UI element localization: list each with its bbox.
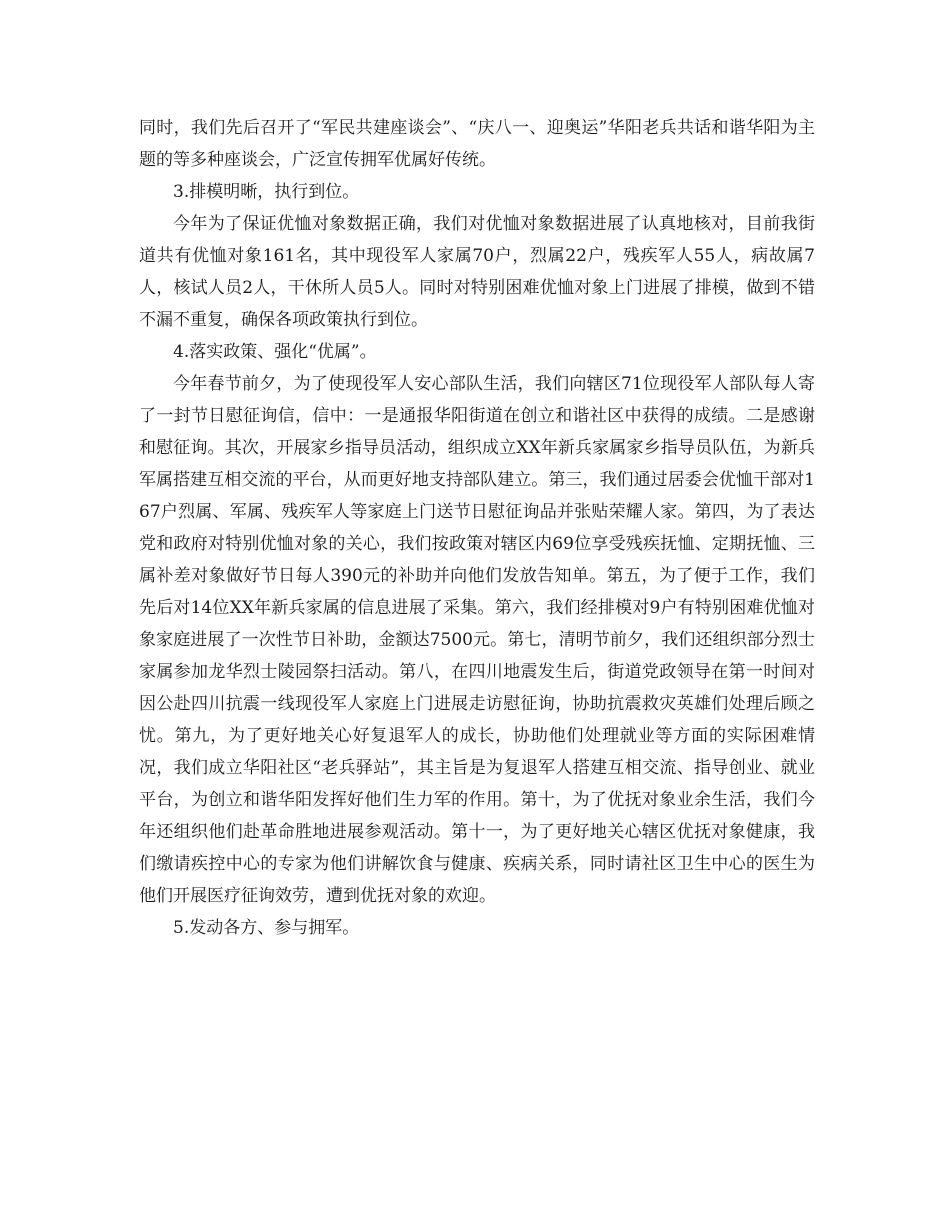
paragraph-continuation: 同时，我们先后召开了“军民共建座谈会”、“庆八一、迎奥运”华阳老兵共话和谐华阳为主题的等多种座谈会，广泛宣传拥军优属好传统。 (139, 118, 815, 170)
section-heading-5: 5.发动各方、参与拥军。 (173, 918, 360, 938)
document-page (139, 112, 815, 944)
paragraph-section-3: 今年为了保证优恤对象数据正确，我们对优恤对象数据进展了认真地核对，目前我街道共有优恤对象161名，其中现役军人家属70户，烈属22户，残疾军人55人，病故属7人，核试人员2人，干休所人员5人。同时对特别困难优恤对象上门进展了排模，做到不错不漏不重复，确保各项政策执行到位。 (139, 214, 815, 330)
paragraph-section-4: 今年春节前夕，为了使现役军人安心部队生活，我们向辖区71位现役军人部队每人寄了一封节日慰征询信，信中：一是通报华阳街道在创立和谐社区中获得的成绩。二是感谢和慰征询。其次，开展家乡指导员活动，组织成立XX年新兵家属家乡指导员队伍，为新兵军属搭建互相交流的平台，从而更好地支持部队建立。第三，我们通过居委会优恤干部对167户烈属、军属、残疾军人等家庭上门送节日慰征询品并张贴荣耀人家。第四，为了表达党和政府对特别优恤对象的关心，我们按政策对辖区内69位享受残疾抚恤、定期抚恤、三属补差对象做好节日每人390元的补助并向他们发放告知单。第五，为了便于工作，我们先后对14位XX年新兵家属的信息进展了采集。第六，我们经排模对9户有特别困难优恤对象家庭进展了一次性节日补助，金额达7500元。第七，清明节前夕，我们还组织部分烈士家属参加龙华烈士陵园祭扫活动。第八，在四川地震发生后，街道党政领导在第一时间对因公赴四川抗震一线现役军人家庭上门进展走访慰征询，协助抗震救灾英雄们处理后顾之忧。第九，为了更好地关心好复退军人的成长，协助他们处理就业等方面的实际困难情况，我们成立华阳社区“老兵驿站”，其主旨是为复退军人搭建互相交流、指导创业、就业平台，为创立和谐华阳发挥好他们生力军的作用。第十，为了优抚对象业余生活，我们今年还组织他们赴革命胜地进展参观活动。第十一，为了更好地关心辖区优抚对象健康，我们缴请疾控中心的专家为他们讲解饮食与健康、疾病关系，同时请社区卫生中心的医生为他们开展医疗征询效劳，遭到优抚对象的欢迎。 (139, 374, 815, 906)
section-heading-4: 4.落实政策、强化“优属”。 (173, 342, 377, 362)
section-heading-3: 3.排模明晰，执行到位。 (173, 182, 360, 202)
